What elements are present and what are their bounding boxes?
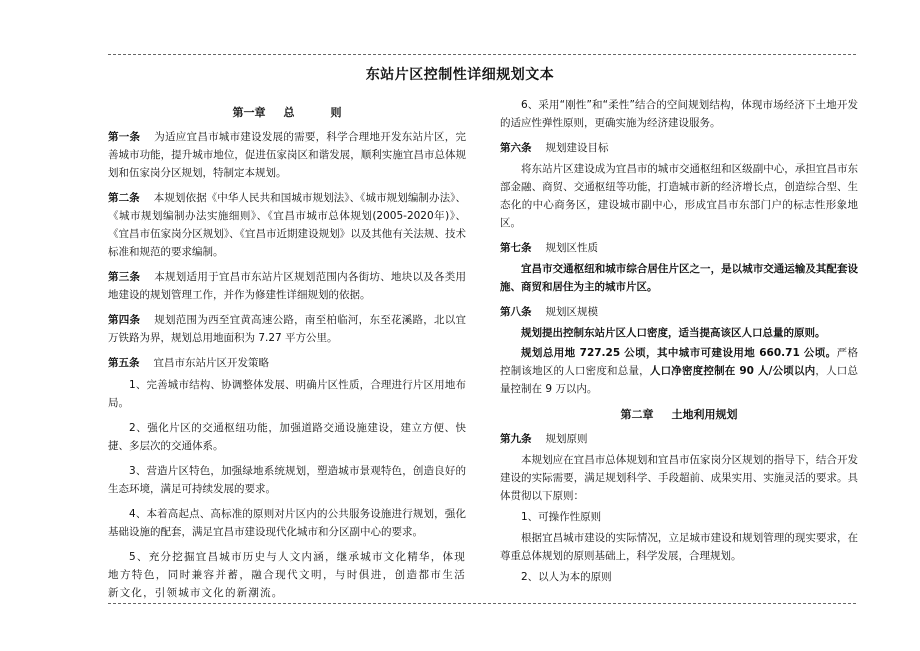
article-7-label: 第七条 (500, 242, 532, 254)
chapter-1-number: 第一章 (232, 106, 266, 119)
article-4-text: 规划范围为西至宜黄高速公路，南至柏临河，东至花溪路，北以宜万铁路为界，规划总用地面积为 7.27 平方公里。 (108, 314, 467, 344)
chapter-2-title: 土地利用规划 (671, 408, 738, 421)
strategy-3: 3、营造片区特色，加强绿地系统规划，塑造城市景观特色，创造良好的生态环境，满足可持续发展的要求。 (108, 465, 466, 495)
article-6-label: 第六条 (500, 142, 532, 154)
article-5-title: 宜昌市东站片区开发策略 (153, 357, 269, 369)
article-8-title: 规划区规模 (545, 306, 598, 318)
article-3-label: 第三条 (108, 271, 141, 283)
article-7 (500, 239, 858, 257)
article-3-text: 本规划适用于宜昌市东站片区规划范围内各街坊、地块以及各类用地建设的规划管理工作，并作为修建性详细规划的依据。 (108, 271, 467, 301)
article-9-title: 规划原则 (545, 433, 588, 445)
article-8-density: 人口净密度控制在 90 人/公顷以内 (649, 365, 816, 377)
article-8-label: 第八条 (500, 306, 532, 318)
right-column (500, 96, 858, 593)
article-9-label: 第九条 (500, 433, 532, 445)
principle-2-title: 2、以人为本的原则 (521, 571, 612, 583)
article-6-title: 规划建设目标 (545, 142, 609, 154)
article-8-land-area: 规划总用地 727.25 公顷，其中城市可建设用地 660.71 公顷。 (521, 347, 837, 359)
article-1 (108, 128, 466, 182)
strategy-5: 5、充分挖掘宜昌城市历史与人文内涵，继承城市文化精华，体现地方特色，同时兼容并蓄，融合现代文明，与时俱进，创造都市生活新文化，引领城市文化的新潮流。 (108, 551, 466, 599)
left-column (108, 96, 466, 609)
article-8 (500, 303, 858, 321)
chapter-2-heading (500, 406, 858, 424)
article-8-scale (500, 344, 858, 398)
chapter-2-number: 第二章 (620, 408, 654, 421)
article-7-text: 宜昌市交通枢纽和城市综合居住片区之一，是以城市交通运输及其配套设施、商贸和居住为主的城市片区。 (500, 263, 858, 293)
chapter-1-title-part1: 总 (283, 106, 295, 119)
article-9 (500, 430, 858, 448)
article-8-population: ，人口总量控制在 9 万以内。 (500, 365, 859, 395)
article-5-label: 第五条 (108, 357, 140, 369)
article-2-label: 第二条 (108, 192, 140, 204)
strategy-4: 4、本着高起点、高标准的原则对片区内的公共服务设施进行规划，强化基础设施的配套，满足宜昌市建设现代化城市和分区副中心的要求。 (108, 508, 466, 538)
article-2-text: 本规划依据《中华人民共和国城市规划法》、《城市规划编制办法》、《城市规划编制办法实施细则》、《宜昌市城市总体规划(2005-2020年)》、《宜昌市伍家岗分区规划》、《宜昌市近期建设规划》以及其他有关法规、技术标准和规范的要求编制。 (108, 192, 466, 258)
article-7-title: 规划区性质 (545, 242, 598, 254)
article-6-text: 将东站片区建设成为宜昌市的城市交通枢纽和区级副中心，承担宜昌市东部金融、商贸、交通枢纽等功能，打造城市新的经济增长点，创造综合型、生态化的中心商务区，建设城市副中心，形成宜昌市东部门户的标志性形象地区。 (500, 163, 858, 229)
article-8-principle: 规划提出控制东站片区人口密度，适当提高该区人口总量的原则。 (521, 327, 826, 339)
header-rule (108, 54, 856, 55)
chapter-1-title-part2: 则 (330, 106, 342, 119)
article-1-label: 第一条 (108, 131, 141, 143)
article-8-control-text: 严格控制该地区的人口密度和总量， (500, 347, 858, 377)
article-4-label: 第四条 (108, 314, 141, 326)
strategy-1: 1、完善城市结构、协调整体发展、明确片区性质，合理进行片区用地布局。 (108, 379, 466, 409)
strategy-2: 2、强化片区的交通枢纽功能，加强道路交通设施建设，建立方便、快捷、多层次的交通体系。 (108, 422, 466, 452)
article-5 (108, 354, 466, 372)
chapter-1-heading (108, 104, 466, 122)
principle-1-title: 1、可操作性原则 (521, 511, 602, 523)
principle-1-text: 根据宜昌城市建设的实际情况，立足城市建设和规划管理的现实要求，在尊重总体规划的原则基础上，科学发展，合理规划。 (500, 532, 858, 562)
article-4 (108, 311, 466, 347)
article-9-text: 本规划应在宜昌市总体规划和宜昌市伍家岗分区规划的指导下，结合开发建设的实际需要，满足规划科学、手段超前、成果实用、实施灵活的要求。具体贯彻以下原则： (500, 454, 858, 502)
article-1-text: 为适应宜昌市城市建设发展的需要，科学合理地开发东站片区，完善城市功能，提升城市地位，促进伍家岗区和谐发展，顺利实施宜昌市总体规划和伍家岗分区规划，特制定本规划。 (108, 131, 467, 179)
article-2 (108, 189, 466, 261)
document-title: 东站片区控制性详细规划文本 (365, 67, 555, 83)
article-3 (108, 268, 466, 304)
article-6 (500, 139, 858, 157)
strategy-6: 6、采用“刚性”和“柔性”结合的空间规划结构，体现市场经济下土地开发的适应性弹性原则，更确实施为经济建设服务。 (500, 99, 858, 129)
footer-rule (108, 603, 856, 604)
